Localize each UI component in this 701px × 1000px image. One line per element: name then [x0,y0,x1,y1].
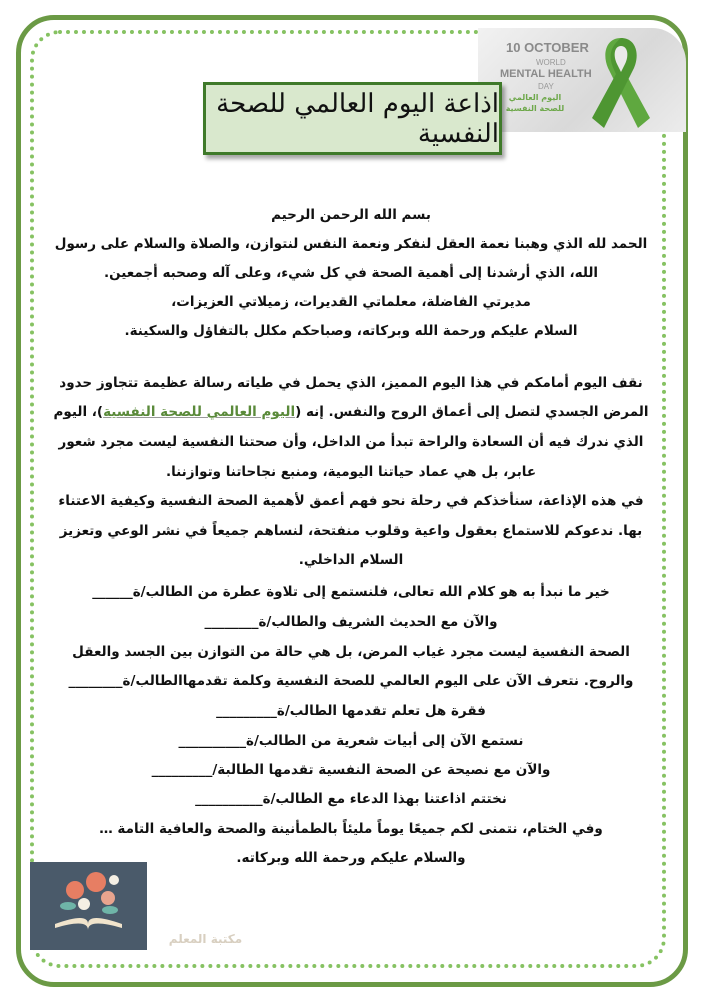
basmala: بسم الله الرحمن الرحيم [271,207,431,223]
para-text: المرض الجسدي لتصل إلى أعماق الروح والنفس. إنه ( [295,404,649,420]
program-line: والروح. نتعرف الآن على اليوم العالمي للصحة النفسية وكلمة تقدمهاالطالب/ة________ [68,673,634,689]
program-line: والآن مع نصيحة عن الصحة النفسية تقدمها الطالبة/_________ [151,762,551,778]
para-line: الذي ندرك فيه أن السعادة والراحة تبدأ من الداخل، وأن صحتنا النفسية ليست مجرد شعور [58,434,644,450]
banner-world: WORLD [536,58,566,67]
banner-arabic: اليوم العالمي للصحة النفسية [505,93,565,113]
logo-text: مكتبة المعلم [168,932,243,946]
intro-line: الحمد لله الذي وهبنا نعمة العقل لنفكر ونعمة النفس لنتوازن، والصلاة والسلام على رسول [54,236,648,252]
program-line: الصحة النفسية ليست مجرد غياب المرض، بل هي حالة من التوازن بين الجسد والعقل [72,644,630,660]
program-line: والآن مع الحديث الشريف والطالب/ة________ [204,614,498,630]
banner-date: 10 OCTOBER [506,40,589,55]
banner-name: MENTAL HEALTH [500,68,592,80]
program-line: خير ما نبدأ به هو كلام الله تعالى، فلنستمع إلى تلاوة عطرة من الطالب/ة______ [92,584,610,600]
para-text: )، اليوم [53,404,104,420]
para-line: عابر، بل هي عماد حياتنا اليومية، ومنبع نجاحاتنا وتوازننا. [165,464,537,480]
closing-line: وفي الختام، نتمنى لكم جميعًا يوماً مليئاً بالطمأنينة والصحة والعافية التامة … [99,821,603,837]
banner-day: DAY [538,82,554,91]
intro-line: مديرتي الفاضلة، معلماتي القديرات، زميلاتي العزيزات، [171,294,531,310]
program-line: نستمع الآن إلى أبيات شعرية من الطالب/ة__________ [178,733,524,749]
intro-line: السلام عليكم ورحمة الله وبركاته، وصباحكم مكلل بالتفاؤل والسكينة. [124,323,578,339]
para-line: السلام الداخلي. [298,552,404,568]
closing-line: والسلام عليكم ورحمة الله وبركاته. [236,850,466,866]
program-line: نختتم اذاعتنا بهذا الدعاء مع الطالب/ة__________ [195,791,507,807]
highlighted-phrase: اليوم العالمي للصحة النفسية [103,404,296,420]
intro-line: الله، الذي أرشدنا إلى أهمية الصحة في كل شيء، وعلى آله وصحبه أجمعين. [103,265,599,281]
flowers-book-icon [30,862,147,932]
para-line: في هذه الإذاعة، سنأخذكم في رحلة نحو فهم أعمق لأهمية الصحة النفسية وكيفية الاعتناء [58,493,644,509]
page-title: اذاعة اليوم العالمي للصحة النفسية [216,88,499,149]
para-line: نقف اليوم أمامكم في هذا اليوم المميز، الذي يحمل في طياته رسالة عظيمة تتجاوز حدود [59,375,643,391]
program-line: فقرة هل تعلم تقدمها الطالب/ة_________ [216,703,486,719]
mental-health-day-banner [478,28,686,132]
para-line [40,404,662,420]
para-line: بها. ندعوكم للاستماع بعقول واعية وقلوب منفتحة، لنساهم جميعاً في نشر الوعي وتعزيز [59,523,643,539]
page-title-box [203,82,502,155]
teacher-library-logo [30,862,243,950]
green-ribbon-icon [586,32,656,132]
